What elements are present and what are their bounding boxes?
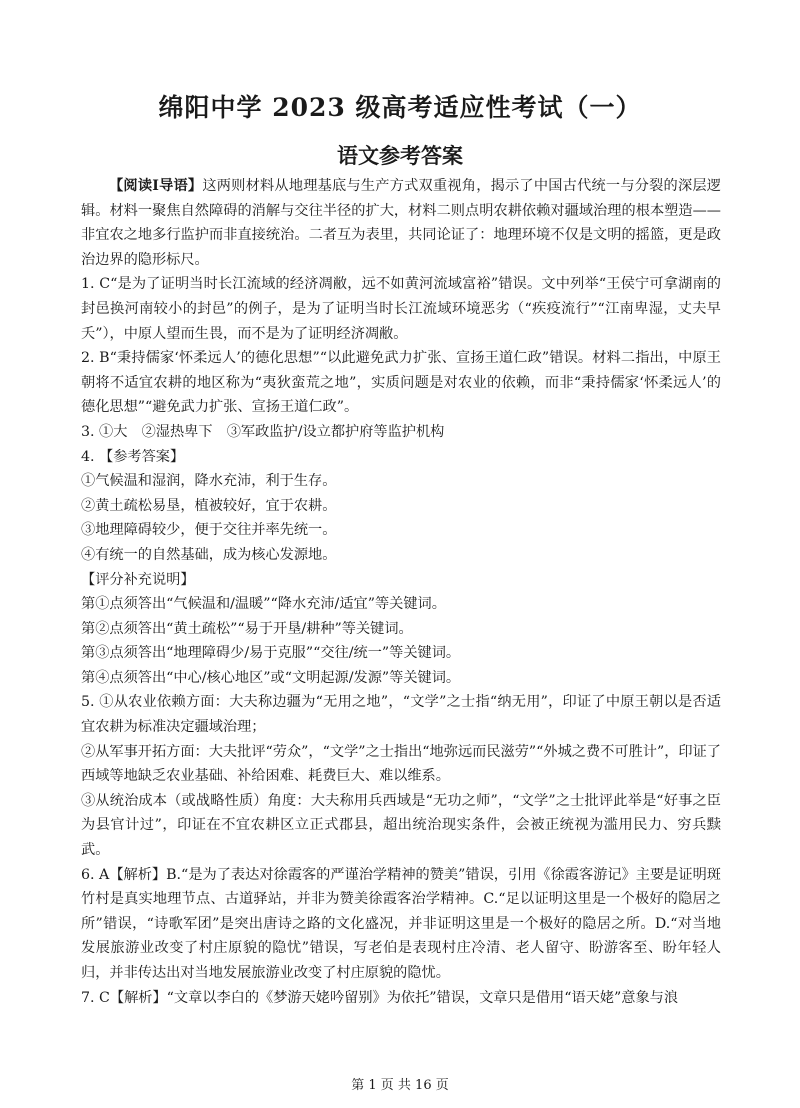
scoring-note: 第④点须答出“中心/核心地区”或“文明起源/发源”等关键词。 bbox=[81, 669, 461, 686]
answer-q2: 2. B“秉持儒家‘怀柔远人’的德化思想”“以此避免武力扩张、宣扬王道仁政”错误。材料二指出，中原王朝将不适宜农耕的地区称为“夷狄蛮荒之地”，实质问题是对农业的依赖，而非“秉持儒家‘怀柔远人’的德化思想”“避免武力扩张、宣扬王道仁政”。 bbox=[81, 350, 721, 416]
scoring-note: 第②点须答出“黄土疏松”“易于开垦/耕种”等关键词。 bbox=[81, 620, 413, 637]
answer-q4-heading: 4. 【参考答案】 bbox=[81, 448, 185, 465]
answer-body bbox=[81, 174, 721, 1010]
intro-tag: 【阅读I导语】 bbox=[109, 178, 203, 194]
answer-q5-item: 5. ①从农业依赖方面：大夫称边疆为“无用之地”，“文学”之士指“纳无用”，印证了中原王朝以是否适宜农耕为标准决定疆域治理； bbox=[81, 694, 721, 736]
answer-q4-item: ④有统一的自然基础，成为核心发源地。 bbox=[81, 546, 337, 563]
intro-paragraph bbox=[81, 174, 721, 272]
page-footer: 第 1 页 共 16 页 bbox=[351, 1078, 449, 1093]
page-title: 绵阳中学 2023 级高考适应性考试（一） bbox=[158, 93, 642, 122]
scoring-notes-heading: 【评分补充说明】 bbox=[81, 571, 195, 588]
answer-q5-item: ③从统治成本（或战略性质）角度：大夫称用兵西域是“无功之师”，“文学”之士批评此举是“好事之臣为县官计过”，印证在不宜农耕区立正式郡县，超出统治现实条件，会被正统视为滥用民力、穷兵黩武。 bbox=[81, 792, 721, 859]
intro-text: 这两则材料从地理基底与生产方式双重视角，揭示了中国古代统一与分裂的深层逻辑。材料一聚焦自然障碍的消解与交往半径的扩大，材料二则点明农耕依赖对疆域治理的根本塑造——非宜农之地多行监护而非直接统治。二者互为表里，共同论证了：地理环境不仅是文明的摇篮，更是政治边界的隐形标尺。 bbox=[81, 178, 721, 268]
answer-q4-item: ②黄土疏松易垦，植被较好，宜于农耕。 bbox=[81, 497, 337, 514]
answer-q7: 7. C【解析】“文章以李白的《梦游天姥吟留别》为依托”错误，文章只是借用“语天姥”意象与浪 bbox=[81, 989, 679, 1006]
scoring-note: 第①点须答出“气候温和/温暖”“降水充沛/适宜”等关键词。 bbox=[81, 596, 446, 613]
answer-q4-item: ①气候温和湿润，降水充沛，利于生存。 bbox=[81, 473, 337, 490]
answer-q5-item: ②从军事开拓方面：大夫批评“劳众”，“文学”之士指出“地弥远而民滋劳”“外城之费不可胜计”，印证了西域等地缺乏农业基础、补给困难、耗费巨大、难以维系。 bbox=[81, 743, 721, 785]
answer-q1: 1. C“是为了证明当时长江流域的经济凋敝，远不如黄河流域富裕”错误。文中列举“王侯宁可拿湖南的封邑换河南较小的封邑”的例子，是为了证明当时长江流域环境恶劣（“疾疫流行”“江南卑湿，丈夫早夭”），中原人望而生畏，而不是为了证明经济凋敝。 bbox=[81, 276, 721, 342]
answer-q4-item: ③地理障碍较少，便于交往并率先统一。 bbox=[81, 522, 337, 539]
page-subtitle: 语文参考答案 bbox=[337, 143, 463, 168]
answer-q3: 3. ①大 ②湿热卑下 ③军政监护/设立都护府等监护机构 bbox=[81, 423, 445, 440]
answer-q6: 6. A【解析】B.“是为了表达对徐霞客的严谨治学精神的赞美”错误，引用《徐霞客游记》主要是证明斑竹村是真实地理节点、古道驿站，并非为赞美徐霞客治学精神。C.“足以证明这里是一个极好的隐居之所”错误，“诗歌军团”是突出唐诗之路的文化盛况，并非证明这里是一个极好的隐居之所。D.“对当地发展旅游业改变了村庄原貌的隐忧”错误，写老伯是表现村庄冷清、老人留守、盼游客至、盼年轻人归，并非传达出对当地发展旅游业改变了村庄原貌的隐忧。 bbox=[81, 866, 721, 981]
scoring-note: 第③点须答出“地理障碍少/易于克服”“交往/统一”等关键词。 bbox=[81, 645, 461, 662]
